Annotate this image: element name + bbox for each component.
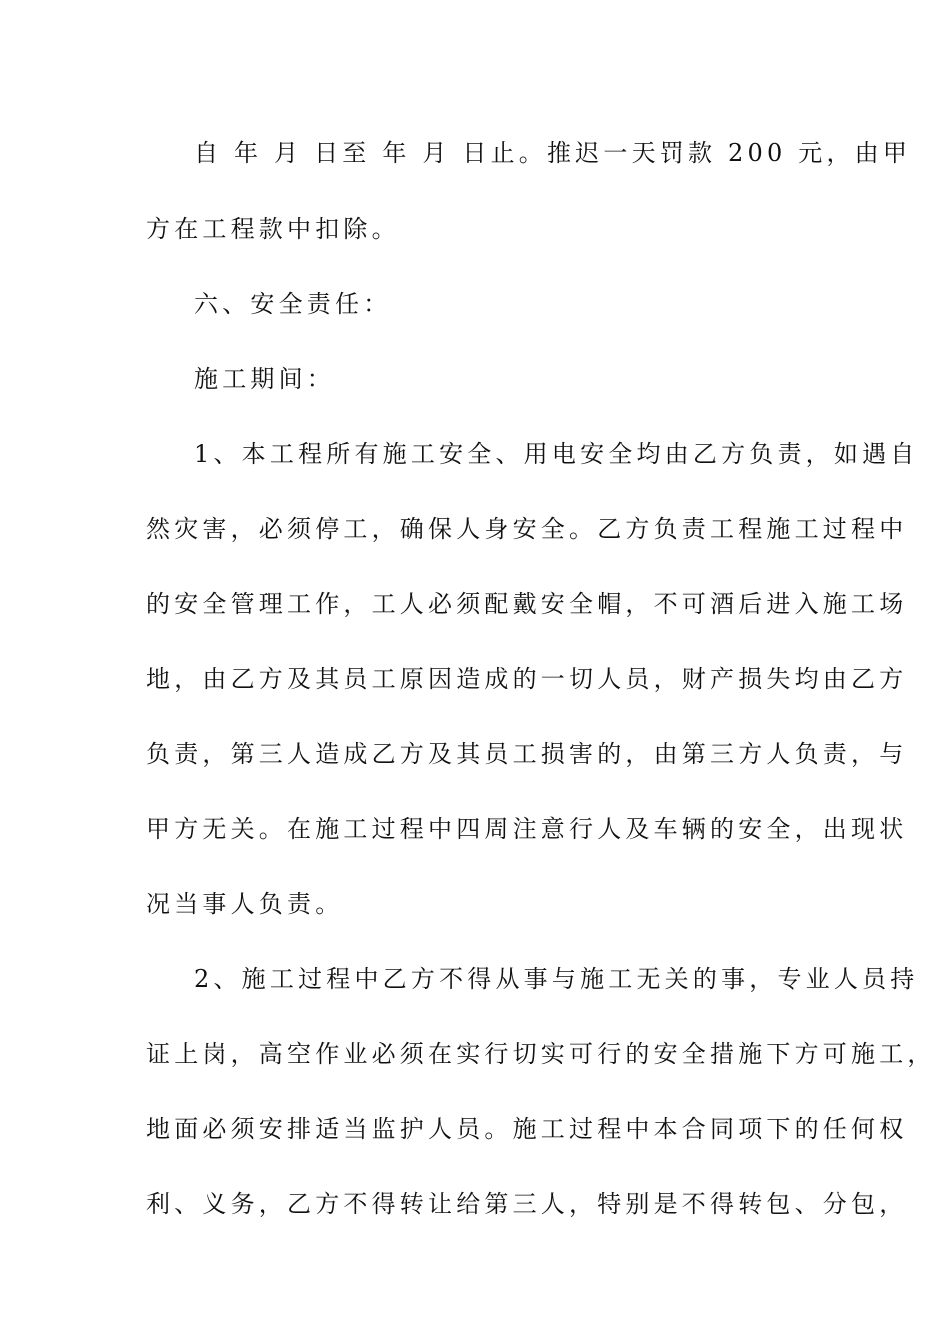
- paragraph-line: 况当事人负责。: [146, 890, 344, 918]
- paragraph-line: 证上岗，高空作业必须在实行切实可行的安全措施下方可施工，: [146, 1040, 936, 1068]
- paragraph-line: 负责，第三人造成乙方及其员工损害的，由第三方人负责，与: [146, 740, 908, 768]
- paragraph-line: 然灾害，必须停工，确保人身安全。乙方负责工程施工过程中: [146, 515, 908, 543]
- paragraph-line: 利、义务，乙方不得转让给第三人，特别是不得转包、分包，: [146, 1190, 908, 1218]
- section-heading: 六、安全责任：: [194, 290, 392, 318]
- paragraph-line: 2、施工过程中乙方不得从事与施工无关的事，专业人员持: [194, 965, 919, 993]
- paragraph-line: 地面必须安排适当监护人员。施工过程中本合同项下的任何权: [146, 1115, 908, 1143]
- subsection-heading: 施工期间：: [194, 365, 335, 393]
- paragraph-line: 的安全管理工作，工人必须配戴安全帽，不可酒后进入施工场: [146, 590, 908, 618]
- paragraph-line: 方在工程款中扣除。: [146, 215, 400, 243]
- paragraph-line: 甲方无关。在施工过程中四周注意行人及车辆的安全，出现状: [146, 815, 908, 843]
- paragraph-line: 1、本工程所有施工安全、用电安全均由乙方负责，如遇自: [194, 440, 919, 468]
- paragraph-line: 地，由乙方及其员工原因造成的一切人员，财产损失均由乙方: [146, 665, 908, 693]
- paragraph-line: 自 年 月 日至 年 月 日止。推迟一天罚款 200 元，由甲: [194, 139, 912, 167]
